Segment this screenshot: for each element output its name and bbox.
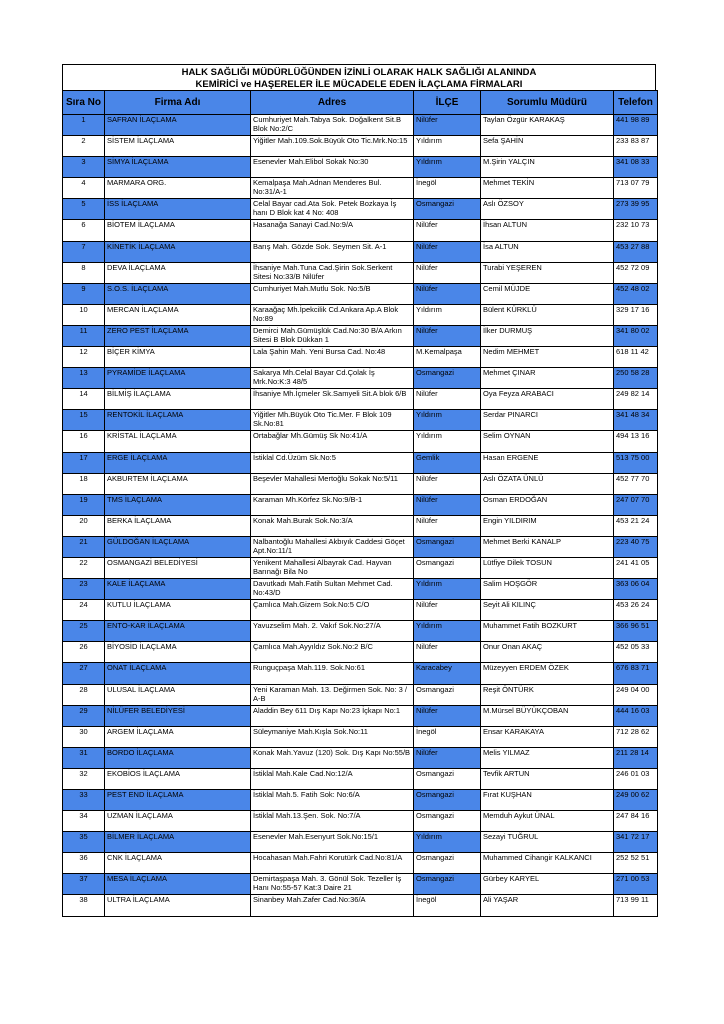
- cell-firm: MARMARA ORG.: [105, 178, 251, 199]
- cell-firm: KALE İLAÇLAMA: [105, 579, 251, 600]
- table-row: [63, 220, 658, 241]
- cell-district: Osmangazi: [414, 811, 481, 832]
- cell-phone: 713 07 79: [614, 178, 658, 199]
- cell-district: Yıldırım: [414, 621, 481, 642]
- cell-firm: İSS İLAÇLAMA: [105, 199, 251, 220]
- cell-firm: PYRAMİDE İLAÇLAMA: [105, 368, 251, 389]
- cell-manager: Cemil MÜJDE: [481, 283, 614, 304]
- cell-district: Osmangazi: [414, 368, 481, 389]
- cell-firm: NİLÜFER BELEDİYESİ: [105, 705, 251, 726]
- cell-firm: BİOTEM İLAÇLAMA: [105, 220, 251, 241]
- cell-no: 23: [63, 579, 105, 600]
- cell-phone: 341 72 17: [614, 832, 658, 853]
- cell-district: Osmangazi: [414, 199, 481, 220]
- cell-address: Lala Şahin Mah. Yeni Bursa Cad. No:48: [251, 347, 414, 368]
- cell-no: 29: [63, 705, 105, 726]
- table-row: [63, 283, 658, 304]
- cell-district: Osmangazi: [414, 684, 481, 705]
- cell-no: 3: [63, 157, 105, 178]
- cell-manager: Seyit Ali KILINÇ: [481, 600, 614, 621]
- cell-phone: 452 72 09: [614, 262, 658, 283]
- cell-manager: Mehmet TEKİN: [481, 178, 614, 199]
- cell-firm: BORDO İLAÇLAMA: [105, 747, 251, 768]
- cell-phone: 452 05 33: [614, 642, 658, 663]
- title-line-1: HALK SAĞLIĞI MÜDÜRLÜĞÜNDEN İZİNLİ OLARAK HALK SAĞLIĞI ALANINDA: [181, 67, 537, 78]
- cell-no: 7: [63, 241, 105, 262]
- cell-district: Osmangazi: [414, 853, 481, 874]
- firms-table: [62, 90, 658, 917]
- table-row: [63, 705, 658, 726]
- cell-address: Yeni Karaman Mah. 13. Değirmen Sok. No: 3 / A-B: [251, 684, 414, 705]
- cell-firm: ULTRA İLAÇLAMA: [105, 895, 251, 916]
- cell-address: Yavuzselim Mah. 2. Vakıf Sok.No:27/A: [251, 621, 414, 642]
- cell-address: Davutkadı Mah.Fatih Sultan Mehmet Cad. No:43/D: [251, 579, 414, 600]
- cell-district: Yıldırım: [414, 431, 481, 452]
- cell-phone: 494 13 16: [614, 431, 658, 452]
- cell-no: 30: [63, 726, 105, 747]
- cell-manager: Ali YAŞAR: [481, 895, 614, 916]
- cell-district: Gemlik: [414, 452, 481, 473]
- cell-district: İnegöl: [414, 726, 481, 747]
- cell-firm: BİÇER KİMYA: [105, 347, 251, 368]
- cell-address: Hasanağa Sanayi Cad.No:9/A: [251, 220, 414, 241]
- header-manager: Sorumlu Müdürü: [481, 91, 614, 115]
- cell-no: 18: [63, 473, 105, 494]
- cell-address: Cumhuriyet Mah.Mutlu Sok. No:5/B: [251, 283, 414, 304]
- cell-manager: Fırat KUŞHAN: [481, 790, 614, 811]
- cell-no: 24: [63, 600, 105, 621]
- cell-address: Karaman Mh.Körfez Sk.No:9/B-1: [251, 494, 414, 515]
- cell-address: Yiğitler Mh.Büyük Oto Tic.Mer. F Blok 109 Sk.No:81: [251, 410, 414, 431]
- cell-no: 35: [63, 832, 105, 853]
- table-row: [63, 515, 658, 536]
- table-row: [63, 536, 658, 557]
- table-row: [63, 557, 658, 578]
- cell-district: Yıldırım: [414, 136, 481, 157]
- cell-no: 2: [63, 136, 105, 157]
- cell-address: Kemalpaşa Mah.Adnan Menderes Bul. No:31/A-1: [251, 178, 414, 199]
- cell-phone: 249 00 62: [614, 790, 658, 811]
- cell-phone: 713 99 11: [614, 895, 658, 916]
- cell-manager: Mehmet ÇINAR: [481, 368, 614, 389]
- table-row: [63, 663, 658, 684]
- cell-address: Yiğitler Mah.109.Sok.Büyük Oto Tic.Mrk.No:15: [251, 136, 414, 157]
- table-row: [63, 832, 658, 853]
- cell-manager: İlker DURMUŞ: [481, 325, 614, 346]
- cell-phone: 233 83 87: [614, 136, 658, 157]
- table-row: [63, 895, 658, 916]
- cell-address: Esenevler Mah.Esenyurt Sok.No:15/1: [251, 832, 414, 853]
- cell-no: 15: [63, 410, 105, 431]
- cell-firm: ONAT İLAÇLAMA: [105, 663, 251, 684]
- cell-address: Celal Bayar cad.Ata Sok. Petek Bozkaya İş hanı D Blok kat 4 No: 408: [251, 199, 414, 220]
- cell-district: Nilüfer: [414, 283, 481, 304]
- table-row: [63, 579, 658, 600]
- table-body: [63, 115, 658, 917]
- cell-address: Demirci Mah.Gümüşlük Cad.No:30 B/A Arkın Sitesi B Blok Dükkan 1: [251, 325, 414, 346]
- cell-firm: KUTLU İLAÇLAMA: [105, 600, 251, 621]
- cell-address: Cumhuriyet Mah.Tabya Sok. Doğalkent Sit.B Blok No:2/C: [251, 115, 414, 136]
- cell-address: Beşevler Mahallesi Mertoğlu Sokak No:5/11: [251, 473, 414, 494]
- cell-firm: KİNETİK İLAÇLAMA: [105, 241, 251, 262]
- cell-phone: 250 58 28: [614, 368, 658, 389]
- cell-phone: 223 40 75: [614, 536, 658, 557]
- cell-firm: MERCAN İLAÇLAMA: [105, 304, 251, 325]
- cell-manager: Turabi YEŞEREN: [481, 262, 614, 283]
- cell-phone: 273 39 95: [614, 199, 658, 220]
- cell-address: Konak Mah.Burak Sok.No:3/A: [251, 515, 414, 536]
- cell-firm: SAFRAN İLAÇLAMA: [105, 115, 251, 136]
- cell-manager: Sefa ŞAHİN: [481, 136, 614, 157]
- cell-district: Osmangazi: [414, 768, 481, 789]
- cell-manager: Mehmet Berki KANALP: [481, 536, 614, 557]
- title-line-2: KEMİRİCİ ve HAŞERELER İLE MÜCADELE EDEN İLAÇLAMA FİRMALARI: [195, 79, 523, 90]
- cell-firm: BİLMİŞ İLAÇLAMA: [105, 389, 251, 410]
- table-row: [63, 431, 658, 452]
- cell-no: 21: [63, 536, 105, 557]
- cell-manager: Onur Onan AKAÇ: [481, 642, 614, 663]
- cell-no: 33: [63, 790, 105, 811]
- cell-district: Nilüfer: [414, 241, 481, 262]
- cell-manager: İsa ALTUN: [481, 241, 614, 262]
- table-row: [63, 115, 658, 136]
- cell-address: İstiklal Mah.5. Fatih Sok: No:6/A: [251, 790, 414, 811]
- cell-district: Karacabey: [414, 663, 481, 684]
- table-row: [63, 452, 658, 473]
- cell-no: 19: [63, 494, 105, 515]
- cell-address: Konak Mah.Yavuz (120) Sok. Dış Kapı No:55/B: [251, 747, 414, 768]
- cell-no: 6: [63, 220, 105, 241]
- cell-district: Osmangazi: [414, 790, 481, 811]
- header-firm: Firma Adı: [105, 91, 251, 115]
- cell-address: Demirtaşpaşa Mah. 3. Gönül Sok. Tezeller İş Hanı No:55-57 Kat:3 Daire 21: [251, 874, 414, 895]
- cell-district: Osmangazi: [414, 557, 481, 578]
- table-row: [63, 494, 658, 515]
- cell-manager: Reşit ÖNTÜRK: [481, 684, 614, 705]
- cell-manager: Ensar KARAKAYA: [481, 726, 614, 747]
- cell-district: Yıldırım: [414, 304, 481, 325]
- cell-address: Süleymaniye Mah.Kışla Sok.No:11: [251, 726, 414, 747]
- cell-manager: Selim OYNAN: [481, 431, 614, 452]
- cell-no: 37: [63, 874, 105, 895]
- table-row: [63, 157, 658, 178]
- cell-no: 10: [63, 304, 105, 325]
- cell-phone: 341 48 34: [614, 410, 658, 431]
- cell-address: Hocahasan Mah.Fahri Korutürk Cad.No:81/A: [251, 853, 414, 874]
- cell-address: Barış Mah. Gözde Sok. Seymen Sit. A-1: [251, 241, 414, 262]
- table-header-row: [63, 91, 658, 115]
- cell-manager: Gürbey KARYEL: [481, 874, 614, 895]
- cell-manager: Aslı ÖZATA ÜNLÜ: [481, 473, 614, 494]
- cell-address: Nalbantoğlu Mahallesi Akbıyık Caddesi Göçet Apt.No:11/1: [251, 536, 414, 557]
- cell-district: Nilüfer: [414, 642, 481, 663]
- cell-firm: MESA İLAÇLAMA: [105, 874, 251, 895]
- cell-address: Karaağaç Mh.İpekcilik Cd.Ankara Ap.A Blok No:89: [251, 304, 414, 325]
- cell-firm: BİLMER İLAÇLAMA: [105, 832, 251, 853]
- cell-phone: 247 84 16: [614, 811, 658, 832]
- cell-address: İhsaniye Mh.İçmeler Sk.Samyeli Sit.A blok 6/B: [251, 389, 414, 410]
- table-row: [63, 768, 658, 789]
- cell-district: İnegöl: [414, 895, 481, 916]
- cell-manager: Memduh Aykut ÜNAL: [481, 811, 614, 832]
- cell-manager: Muhammed Cihangir KALKANCI: [481, 853, 614, 874]
- cell-manager: İhsan ALTUN: [481, 220, 614, 241]
- cell-firm: UZMAN İLAÇLAMA: [105, 811, 251, 832]
- cell-no: 9: [63, 283, 105, 304]
- cell-firm: ULUSAL İLAÇLAMA: [105, 684, 251, 705]
- cell-district: İnegöl: [414, 178, 481, 199]
- cell-address: Esenevler Mah.Elibol Sokak No:30: [251, 157, 414, 178]
- table-row: [63, 726, 658, 747]
- document-title: [62, 64, 656, 90]
- table-row: [63, 136, 658, 157]
- cell-firm: PEST END İLAÇLAMA: [105, 790, 251, 811]
- cell-district: Nilüfer: [414, 600, 481, 621]
- cell-firm: S.O.S. İLAÇLAMA: [105, 283, 251, 304]
- table-row: [63, 642, 658, 663]
- cell-firm: DEVA İLAÇLAMA: [105, 262, 251, 283]
- cell-phone: 341 80 02: [614, 325, 658, 346]
- table-row: [63, 473, 658, 494]
- cell-manager: Engin YILDIRIM: [481, 515, 614, 536]
- cell-address: Runguçpaşa Mah.119. Sok.No:61: [251, 663, 414, 684]
- table-row: [63, 368, 658, 389]
- cell-no: 36: [63, 853, 105, 874]
- cell-phone: 249 04 00: [614, 684, 658, 705]
- cell-phone: 341 08 33: [614, 157, 658, 178]
- table-row: [63, 241, 658, 262]
- cell-address: Aladdin Bey 611 Dış Kapı No:23 İçkapı No:1: [251, 705, 414, 726]
- table-row: [63, 410, 658, 431]
- cell-manager: Hasan ERGENE: [481, 452, 614, 473]
- cell-no: 32: [63, 768, 105, 789]
- cell-no: 4: [63, 178, 105, 199]
- cell-address: Sakarya Mh.Celal Bayar Cd.Çolak İş Mrk.No:K:3 48/5: [251, 368, 414, 389]
- cell-no: 25: [63, 621, 105, 642]
- cell-address: Yenikent Mahallesi Albayrak Cad. Hayvan Barınağı Bila No: [251, 557, 414, 578]
- cell-district: Nilüfer: [414, 705, 481, 726]
- cell-district: Nilüfer: [414, 515, 481, 536]
- cell-firm: AKBURTEM İLAÇLAMA: [105, 473, 251, 494]
- table-row: [63, 621, 658, 642]
- cell-district: Yıldırım: [414, 157, 481, 178]
- header-address: Adres: [251, 91, 414, 115]
- cell-firm: EKOBİOS İLAÇLAMA: [105, 768, 251, 789]
- cell-district: Nilüfer: [414, 747, 481, 768]
- cell-district: Nilüfer: [414, 473, 481, 494]
- cell-address: Ortabağlar Mh.Gümüş Sk No:41/A: [251, 431, 414, 452]
- cell-firm: CNK İLAÇLAMA: [105, 853, 251, 874]
- cell-firm: TMS İLAÇLAMA: [105, 494, 251, 515]
- cell-manager: Melis YILMAZ: [481, 747, 614, 768]
- cell-address: Çamlıca Mah.Gizem Sok.No:5 C/O: [251, 600, 414, 621]
- cell-phone: 712 28 62: [614, 726, 658, 747]
- table-row: [63, 178, 658, 199]
- cell-manager: M.Şirin YALÇIN: [481, 157, 614, 178]
- cell-manager: Tevfik ARTUN: [481, 768, 614, 789]
- table-row: [63, 853, 658, 874]
- table-row: [63, 684, 658, 705]
- table-row: [63, 811, 658, 832]
- table-row: [63, 347, 658, 368]
- cell-firm: BİYOSİD İLAÇLAMA: [105, 642, 251, 663]
- cell-no: 17: [63, 452, 105, 473]
- cell-firm: OSMANGAZİ BELEDİYESİ: [105, 557, 251, 578]
- cell-no: 22: [63, 557, 105, 578]
- table-row: [63, 747, 658, 768]
- cell-address: Sinanbey Mah.Zafer Cad.No:36/A: [251, 895, 414, 916]
- cell-no: 8: [63, 262, 105, 283]
- table-row: [63, 389, 658, 410]
- cell-firm: ENTO-KAR İLAÇLAMA: [105, 621, 251, 642]
- cell-district: Osmangazi: [414, 874, 481, 895]
- cell-district: Nilüfer: [414, 262, 481, 283]
- cell-no: 16: [63, 431, 105, 452]
- cell-phone: 676 83 71: [614, 663, 658, 684]
- cell-no: 5: [63, 199, 105, 220]
- cell-manager: Muhammet Fatih BOZKURT: [481, 621, 614, 642]
- cell-firm: BERKA İLAÇLAMA: [105, 515, 251, 536]
- document-sheet: [62, 64, 656, 917]
- cell-manager: Salim HOŞGÖR: [481, 579, 614, 600]
- cell-no: 38: [63, 895, 105, 916]
- table-row: [63, 600, 658, 621]
- cell-phone: 232 10 73: [614, 220, 658, 241]
- cell-district: Yıldırım: [414, 410, 481, 431]
- cell-no: 20: [63, 515, 105, 536]
- cell-no: 28: [63, 684, 105, 705]
- cell-firm: ARGEM İLAÇLAMA: [105, 726, 251, 747]
- cell-phone: 618 11 42: [614, 347, 658, 368]
- cell-manager: Taylan Özgür KARAKAŞ: [481, 115, 614, 136]
- table-row: [63, 199, 658, 220]
- cell-district: Nilüfer: [414, 220, 481, 241]
- cell-phone: 252 52 51: [614, 853, 658, 874]
- cell-district: Yıldırım: [414, 579, 481, 600]
- table-row: [63, 304, 658, 325]
- cell-district: M.Kemalpaşa: [414, 347, 481, 368]
- cell-no: 12: [63, 347, 105, 368]
- cell-phone: 247 07 70: [614, 494, 658, 515]
- cell-district: Nilüfer: [414, 325, 481, 346]
- cell-phone: 211 28 14: [614, 747, 658, 768]
- cell-phone: 452 77 70: [614, 473, 658, 494]
- cell-phone: 453 26 24: [614, 600, 658, 621]
- table-row: [63, 874, 658, 895]
- table-row: [63, 262, 658, 283]
- cell-no: 1: [63, 115, 105, 136]
- cell-manager: Lütfiye Dilek TOSUN: [481, 557, 614, 578]
- cell-phone: 249 82 14: [614, 389, 658, 410]
- cell-phone: 271 00 53: [614, 874, 658, 895]
- cell-phone: 453 21 24: [614, 515, 658, 536]
- cell-phone: 329 17 16: [614, 304, 658, 325]
- cell-firm: ERGE İLAÇLAMA: [105, 452, 251, 473]
- cell-no: 13: [63, 368, 105, 389]
- cell-district: Nilüfer: [414, 115, 481, 136]
- cell-firm: RENTOKİL İLAÇLAMA: [105, 410, 251, 431]
- cell-manager: Aslı ÖZSOY: [481, 199, 614, 220]
- cell-district: Nilüfer: [414, 494, 481, 515]
- cell-phone: 441 98 89: [614, 115, 658, 136]
- cell-phone: 452 48 02: [614, 283, 658, 304]
- cell-firm: KRİSTAL İLAÇLAMA: [105, 431, 251, 452]
- cell-manager: Oya Feyza ARABACI: [481, 389, 614, 410]
- cell-manager: M.Mürsel BÜYÜKÇOBAN: [481, 705, 614, 726]
- cell-phone: 366 96 51: [614, 621, 658, 642]
- header-phone: Telefon: [614, 91, 658, 115]
- cell-address: Çamlıca Mah.Ayyıldız Sok.No:2 B/C: [251, 642, 414, 663]
- cell-district: Nilüfer: [414, 389, 481, 410]
- cell-manager: Bülent KÜRKLÜ: [481, 304, 614, 325]
- cell-phone: 241 41 05: [614, 557, 658, 578]
- cell-address: İstiklal Mah.Kale Cad.No:12/A: [251, 768, 414, 789]
- cell-phone: 246 01 03: [614, 768, 658, 789]
- cell-no: 11: [63, 325, 105, 346]
- cell-firm: SİSTEM İLAÇLAMA: [105, 136, 251, 157]
- header-district: İLÇE: [414, 91, 481, 115]
- table-row: [63, 325, 658, 346]
- cell-district: Yıldırım: [414, 832, 481, 853]
- cell-firm: GÜLDOĞAN İLAÇLAMA: [105, 536, 251, 557]
- cell-firm: ZERO PEST İLAÇLAMA: [105, 325, 251, 346]
- cell-phone: 453 27 88: [614, 241, 658, 262]
- cell-no: 14: [63, 389, 105, 410]
- cell-manager: Osman ERDOĞAN: [481, 494, 614, 515]
- cell-manager: Sezayi TUĞRUL: [481, 832, 614, 853]
- cell-no: 34: [63, 811, 105, 832]
- cell-address: İstiklal Mah.13.Şen. Sok. No:7/A: [251, 811, 414, 832]
- cell-manager: Müzeyyen ERDEM ÖZEK: [481, 663, 614, 684]
- cell-phone: 363 06 04: [614, 579, 658, 600]
- cell-phone: 444 16 03: [614, 705, 658, 726]
- table-row: [63, 790, 658, 811]
- cell-manager: Serdar PINARCI: [481, 410, 614, 431]
- cell-address: İhsaniye Mah.Tuna Cad.Şirin Sok.Serkent Sitesi No:33/B Nilüfer: [251, 262, 414, 283]
- cell-no: 31: [63, 747, 105, 768]
- cell-firm: SİMYA İLAÇLAMA: [105, 157, 251, 178]
- cell-no: 26: [63, 642, 105, 663]
- cell-manager: Nedim MEHMET: [481, 347, 614, 368]
- cell-address: İstiklal Cd.Üzüm Sk.No:5: [251, 452, 414, 473]
- cell-district: Osmangazi: [414, 536, 481, 557]
- cell-no: 27: [63, 663, 105, 684]
- header-no: Sıra No: [63, 91, 105, 115]
- cell-phone: 513 75 00: [614, 452, 658, 473]
